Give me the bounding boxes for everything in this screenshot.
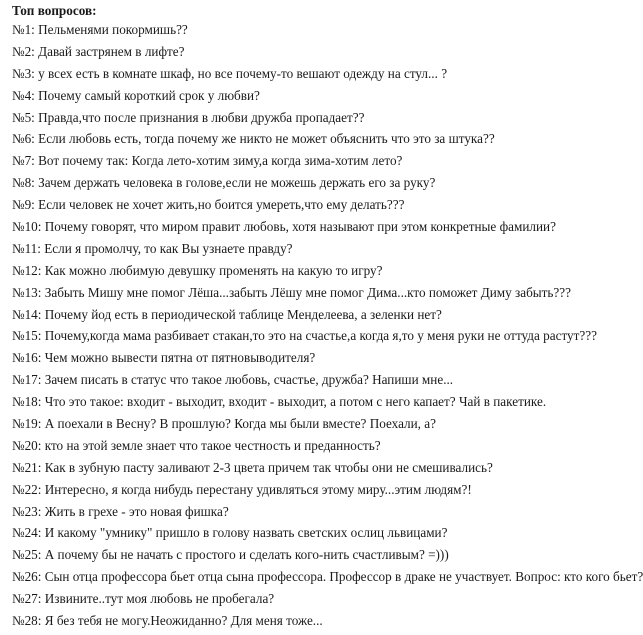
question-item xyxy=(12,85,643,107)
question-text: Извините..тут моя любовь не пробегала? xyxy=(44,591,275,607)
question-text: А почему бы не начать с простого и сделать кого-нить счастливым? =))) xyxy=(44,547,449,563)
document-title: Топ вопросов: xyxy=(12,3,97,18)
question-item xyxy=(12,260,643,282)
question-item xyxy=(12,588,643,610)
question-text: И какому "умнику" пришло в голову назвать светских ослиц львицами? xyxy=(44,525,448,541)
question-item xyxy=(12,41,643,63)
question-number: №24: xyxy=(12,525,42,541)
question-number: №6: xyxy=(12,131,35,147)
question-text: Вот почему так: Когда лето-хотим зиму,а когда зима-хотим лето? xyxy=(38,153,403,169)
question-number: №27: xyxy=(12,591,42,607)
question-number: №17: xyxy=(12,372,42,388)
question-text: Давай застрянем в лифте? xyxy=(38,43,185,59)
question-text: Интересно, я когда нибудь перестану удивляться этому миру...этим людям?! xyxy=(44,481,472,497)
question-item xyxy=(12,107,643,129)
question-text: Что это такое: входит - выходит, входит - выходит, а потом с него капает? Чай в пакетике. xyxy=(44,394,547,410)
question-text: Зачем держать человека в голове,если не можешь держать его за руку? xyxy=(38,175,436,191)
question-text: Я без тебя не могу.Неожиданно? Для меня тоже... xyxy=(44,613,323,629)
question-number: №12: xyxy=(12,262,42,278)
question-number: №19: xyxy=(12,416,42,432)
question-item xyxy=(12,457,643,479)
question-item xyxy=(12,19,643,41)
question-item xyxy=(12,413,643,435)
question-item xyxy=(12,216,643,238)
question-item xyxy=(12,238,643,260)
question-text: Чем можно вывести пятна от пятновыводителя? xyxy=(44,350,316,366)
question-number: №11: xyxy=(12,240,41,256)
question-number: №15: xyxy=(12,328,42,344)
question-text: Как можно любимую девушку променять на какую то игру? xyxy=(44,262,383,278)
question-text: Почему,когда мама разбивает стакан,то это на счастье,а когда я,то у меня руки не оттуда растут??? xyxy=(44,328,597,344)
question-number: №13: xyxy=(12,284,42,300)
question-number: №14: xyxy=(12,306,42,322)
question-item xyxy=(12,128,643,150)
question-item xyxy=(12,479,643,501)
question-item xyxy=(12,435,643,457)
question-item xyxy=(12,391,643,413)
question-text: Если любовь есть, тогда почему же никто не может объяснить что это за штука?? xyxy=(38,131,495,147)
question-text: Жить в грехе - это новая фишка? xyxy=(44,503,229,519)
question-item xyxy=(12,325,643,347)
question-number: №26: xyxy=(12,569,42,585)
question-number: №5: xyxy=(12,109,35,125)
question-text: Как в зубную пасту заливают 2-3 цвета причем так чтобы они не смешивались? xyxy=(44,459,493,475)
question-item xyxy=(12,610,643,632)
question-item xyxy=(12,347,643,369)
question-item xyxy=(12,566,643,588)
question-text: у всех есть в комнате шкаф, но все почему-то вешают одежду на стул... ? xyxy=(38,65,448,81)
question-number: №1: xyxy=(12,22,35,37)
question-item xyxy=(12,304,643,326)
question-text: Зачем писать в статус что такое любовь, счастье, дружба? Напиши мне... xyxy=(44,372,454,388)
question-number: №8: xyxy=(12,175,35,191)
question-text: Если я промолчу, то как Вы узнаете правду? xyxy=(44,240,293,256)
question-number: №20: xyxy=(12,437,42,453)
question-item xyxy=(12,194,643,216)
question-number: №16: xyxy=(12,350,42,366)
question-number: №21: xyxy=(12,459,42,475)
question-text: Сын отца профессора бьет отца сына профессора. Профессор в драке не участвует. Вопрос: кто кого бьет? xyxy=(44,569,643,585)
question-text: Почему говорят, что миром правит любовь, хотя называют при этом конкретные фамилии? xyxy=(44,219,556,235)
question-item xyxy=(12,150,643,172)
question-text: Почему самый короткий срок у любви? xyxy=(38,87,260,103)
question-item xyxy=(12,544,643,566)
question-number: №3: xyxy=(12,65,35,81)
question-item xyxy=(12,63,643,85)
question-number: №2: xyxy=(12,43,35,59)
question-text: Забыть Мишу мне помог Лёша...забыть Лёшу мне помог Дима...кто поможет Диму забыть??? xyxy=(44,284,571,300)
question-item xyxy=(12,172,643,194)
question-item xyxy=(12,369,643,391)
question-text: кто на этой земле знает что такое честность и преданность? xyxy=(44,437,381,453)
question-item xyxy=(12,501,643,523)
question-list xyxy=(12,19,643,632)
question-text: А поехали в Весну? В прошлую? Когда мы были вместе? Поехали, а? xyxy=(44,416,436,432)
question-number: №18: xyxy=(12,394,42,410)
question-number: №28: xyxy=(12,613,42,629)
question-number: №22: xyxy=(12,481,42,497)
question-item xyxy=(12,522,643,544)
question-number: №25: xyxy=(12,547,42,563)
question-number: №10: xyxy=(12,219,42,235)
question-item xyxy=(12,282,643,304)
question-text: Правда,что после признания в любви дружба пропадает?? xyxy=(38,109,365,125)
question-number: №7: xyxy=(12,153,35,169)
question-number: №23: xyxy=(12,503,42,519)
question-number: №9: xyxy=(12,197,35,213)
question-number: №4: xyxy=(12,87,35,103)
question-text: Если человек не хочет жить,но боится умереть,что ему делать??? xyxy=(38,197,405,213)
question-text: Почему йод есть в периодической таблице Менделеева, а зеленки нет? xyxy=(44,306,442,322)
question-text: Пельменями покормишь?? xyxy=(38,22,188,37)
